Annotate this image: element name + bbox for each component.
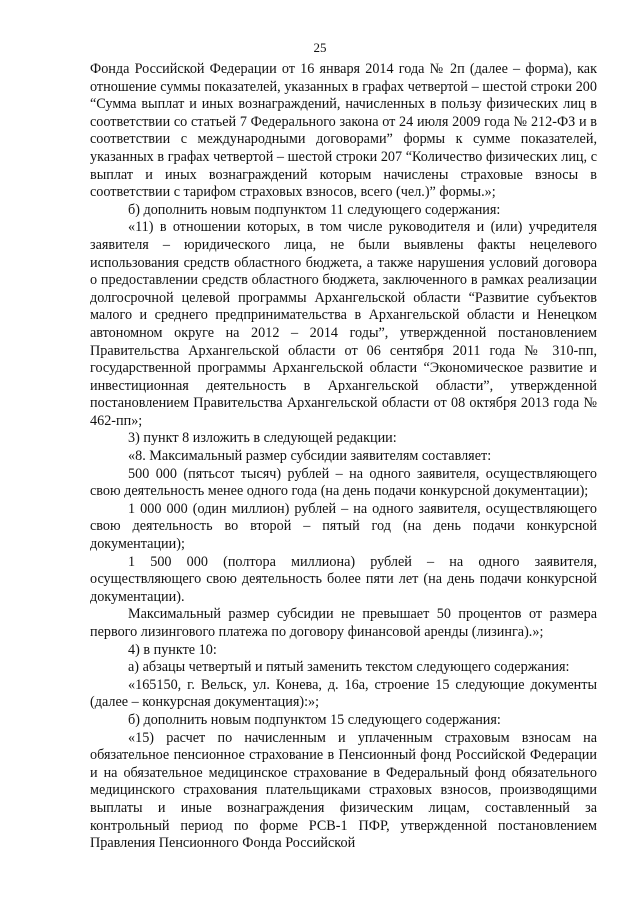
- paragraph-subsidy-1500000: 1 500 000 (полтора миллиона) рублей – на одного заявителя, осуществляющего свою деятельность более пяти лет (на день подачи конкурсной документации).: [90, 553, 597, 605]
- paragraph-subsidy-1000000: 1 000 000 (один миллион) рублей – на одного заявителя, осуществляющего свою деятельность во второй – пятый год (на день подачи конкурсной документации);: [90, 500, 597, 553]
- paragraph-item-11-text: «11) в отношении которых, в том числе руководителя и (или) учредителя заявителя – юридического лица, не были выявлены факты нецелевого использования средств областного бюджета, а также нарушения условий договора о предоставлении средств областного бюджета, заключенного в рамках реализации долгосрочной целевой программы Архангельской области “Развитие субъектов малого и среднего предпринимательства в Архангельской области и Ненецком автономном округе на 2012 – 2014 годы”, утвержденной постановлением Правительства Архангельской области от 06 сентября 2011 года № 310-пп, государственной программы Архангельской области “Экономическое развитие и инвестиционная деятельность в Архангельской области”, утвержденной постановлением Правительства Архангельской области от 08 октября 2013 года № 462-пп»;: [90, 219, 597, 429]
- paragraph-item-4: 4) в пункте 10:: [128, 641, 217, 658]
- paragraph-subsidy-max-percent: Максимальный размер субсидии не превышает 50 процентов от размера первого лизингового платежа по договору финансовой аренды (лизинга).»;: [90, 606, 597, 640]
- paragraph-subsidy-500000: 500 000 (пятьсот тысяч) рублей – на одного заявителя, осуществляющего свою деятельность менее одного года (на день подачи конкурсной документации);: [90, 465, 597, 500]
- paragraph-item-3: 3) пункт 8 изложить в следующей редакции:: [128, 430, 397, 447]
- paragraph-item-8-heading: «8. Максимальный размер субсидии заявителям составляет:: [128, 448, 492, 465]
- page-number: 25: [313, 40, 327, 55]
- paragraph-item-15-text: «15) расчет по начисленным и уплаченным страховым взносам на обязательное пенсионное страхование в Пенсионный фонд Российской Федерации и на обязательное медицинское страхование в Федеральный фонд обязательного медицинского страхования плательщиками страховых взносов, производящими выплаты и иные вознаграждения физическим лицам, составленный за контрольный период по форме РСВ-1 ПФР, утвержденной постановлением Правления Пенсионного Фонда Российской: [90, 729, 597, 852]
- paragraph-address: «165150, г. Вельск, ул. Конева, д. 16а, строение 15 следующие документы (далее – конкурсная документация):»;: [90, 676, 597, 711]
- paragraph-form-definition: Фонда Российской Федерации от 16 января 2014 года № 2п (далее – форма), как отношение суммы показателей, указанных в графах четвертой – шестой строки 200 “Сумма выплат и иных вознаграждений, начисленных в пользу физических лиц в соответствии со статьей 7 Федерального закона от 24 июля 2009 года № 212-ФЗ и в соответствии с международными договорами” формы к сумме показателей, указанных в графах четвертой – шестой строки 207 “Количество физических лиц, с выплат и иных вознаграждений которым начислены страховые взносы в соответствии с тарифом страховых взносов, всего (чел.)” формы.»;: [90, 61, 597, 201]
- document-body: [90, 61, 597, 853]
- paragraph-subitem-b-15: б) дополнить новым подпунктом 15 следующего содержания:: [128, 711, 501, 728]
- paragraph-subitem-b-11: б) дополнить новым подпунктом 11 следующего содержания:: [128, 201, 501, 218]
- paragraph-subitem-a: а) абзацы четвертый и пятый заменить текстом следующего содержания:: [128, 659, 570, 676]
